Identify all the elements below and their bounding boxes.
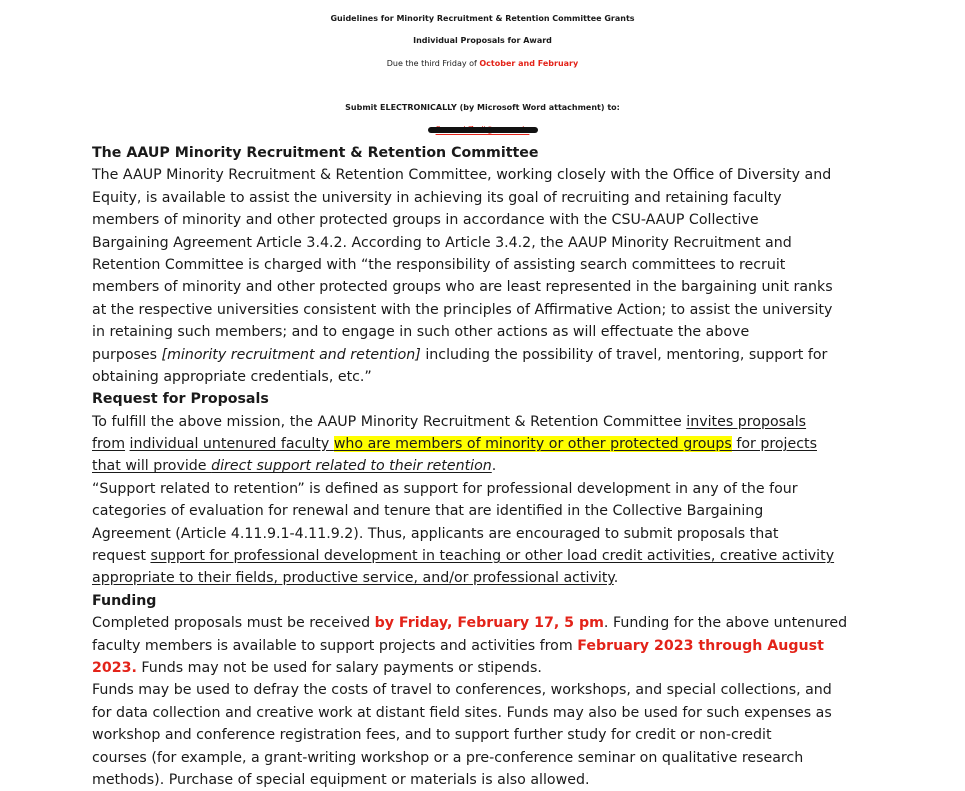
underlined-text: appropriate to their fields, productive service, and/or professional activity [92,570,614,587]
funding-line: workshop and conference registration fees, and to support further study for credit or non-credit [92,727,772,744]
section-heading-request: Request for Proposals [92,391,269,408]
committee-line [92,344,877,366]
purposes-prefix: purposes [92,346,162,363]
request-text: . [613,570,619,587]
committee-line: members of minority and other protected groups in accordance with the CSU-AAUP Collective [92,212,759,229]
funding-line [92,635,877,657]
committee-line: Retention Committee is charged with “the responsibility of assisting search committees to recruit [92,256,786,273]
funding-line: Funds may be used to defray the costs of travel to conferences, workshops, and special collections, and [92,682,832,699]
funding-period-text: February 2023 through August [577,637,824,654]
submit-instruction: Submit ELECTRONICALLY (by Microsoft Word attachment) to: [345,103,620,112]
funding-period-text: 2023. [92,659,137,676]
highlighted-text: who are members of minority or other protected groups [333,436,732,453]
due-prefix: Due the third Friday of [386,59,480,68]
purposes-italic: [minority recruitment and retention] [161,346,421,363]
request-line [92,411,877,433]
underlined-text: that will provide [92,458,212,475]
committee-line: Equity, is available to assist the university in achieving its goal of recruiting and retaining faculty [92,189,782,206]
funding-text: . Funding for the above untenured [603,615,848,632]
purposes-suffix: including the possibility of travel, mentoring, support for [420,346,828,363]
committee-line: at the respective universities consistent with the principles of Affirmative Action; to assist the university [92,301,833,318]
committee-line: The AAUP Minority Recruitment & Retention Committee, working closely with the Office of Diversity and [92,167,832,184]
funding-line [92,657,877,679]
committee-line: Bargaining Agreement Article 3.4.2. According to Article 3.4.2, the AAUP Minority Recruitment and [92,234,792,251]
underlined-text: support for professional development in teaching or other load credit activities, creative activity [150,548,835,565]
committee-line: in retaining such members; and to engage in such other actions as will effectuate the above [92,324,750,341]
email-wrapper [436,119,530,141]
document-title: Guidelines for Minority Recruitment & Retention Committee Grants [330,14,635,23]
request-text: . [491,458,497,475]
underlined-text: invites proposals [686,413,807,430]
request-line [92,455,877,477]
funding-line [92,612,877,634]
definition-line: Agreement (Article 4.11.9.1-4.11.9.2). Thus, applicants are encouraged to submit proposals that [92,525,779,542]
committee-line: members of minority and other protected groups who are least represented in the bargaining unit ranks [92,279,833,296]
request-text: To fulfill the above mission, the AAUP Minority Recruitment & Retention Committee [92,413,687,430]
committee-line: obtaining appropriate credentials, etc.” [92,368,372,385]
definition-line: “Support related to retention” is defined as support for professional development in any of the four [92,480,798,497]
underlined-text: from [92,436,126,453]
section-heading-funding: Funding [92,592,157,609]
definition-line [92,567,877,589]
funding-line: for data collection and creative work at distant field sites. Funds may also be used for such expenses as [92,704,832,721]
definition-line: categories of evaluation for renewal and tenure that are identified in the Collective Bargaining [92,503,764,520]
redaction-mark [428,127,538,133]
funding-line: courses (for example, a grant-writing workshop or a pre-conference seminar on qualitative research [92,749,804,766]
deadline-text: by Friday, February 17, 5 pm [374,615,604,632]
definition-line [92,545,877,567]
document-body [92,142,877,791]
underlined-italic-text: direct support related to their retention [211,458,492,475]
request-line [92,433,877,455]
request-text: request [92,548,151,565]
due-date-line [0,53,965,75]
document-subtitle: Individual Proposals for Award [413,36,552,45]
funding-text: Funds may not be used for salary payments or stipends. [136,659,542,676]
underlined-text: individual untenured faculty [129,436,334,453]
due-months: October and February [479,59,579,68]
email-line [0,119,965,141]
funding-line: methods). Purchase of special equipment or materials is also allowed. [92,771,590,788]
underlined-text: for projects [731,436,817,453]
funding-text: faculty members is available to support projects and activities from [92,637,578,654]
section-heading-committee: The AAUP Minority Recruitment & Retention Committee [92,145,539,161]
funding-text: Completed proposals must be received [92,615,375,632]
